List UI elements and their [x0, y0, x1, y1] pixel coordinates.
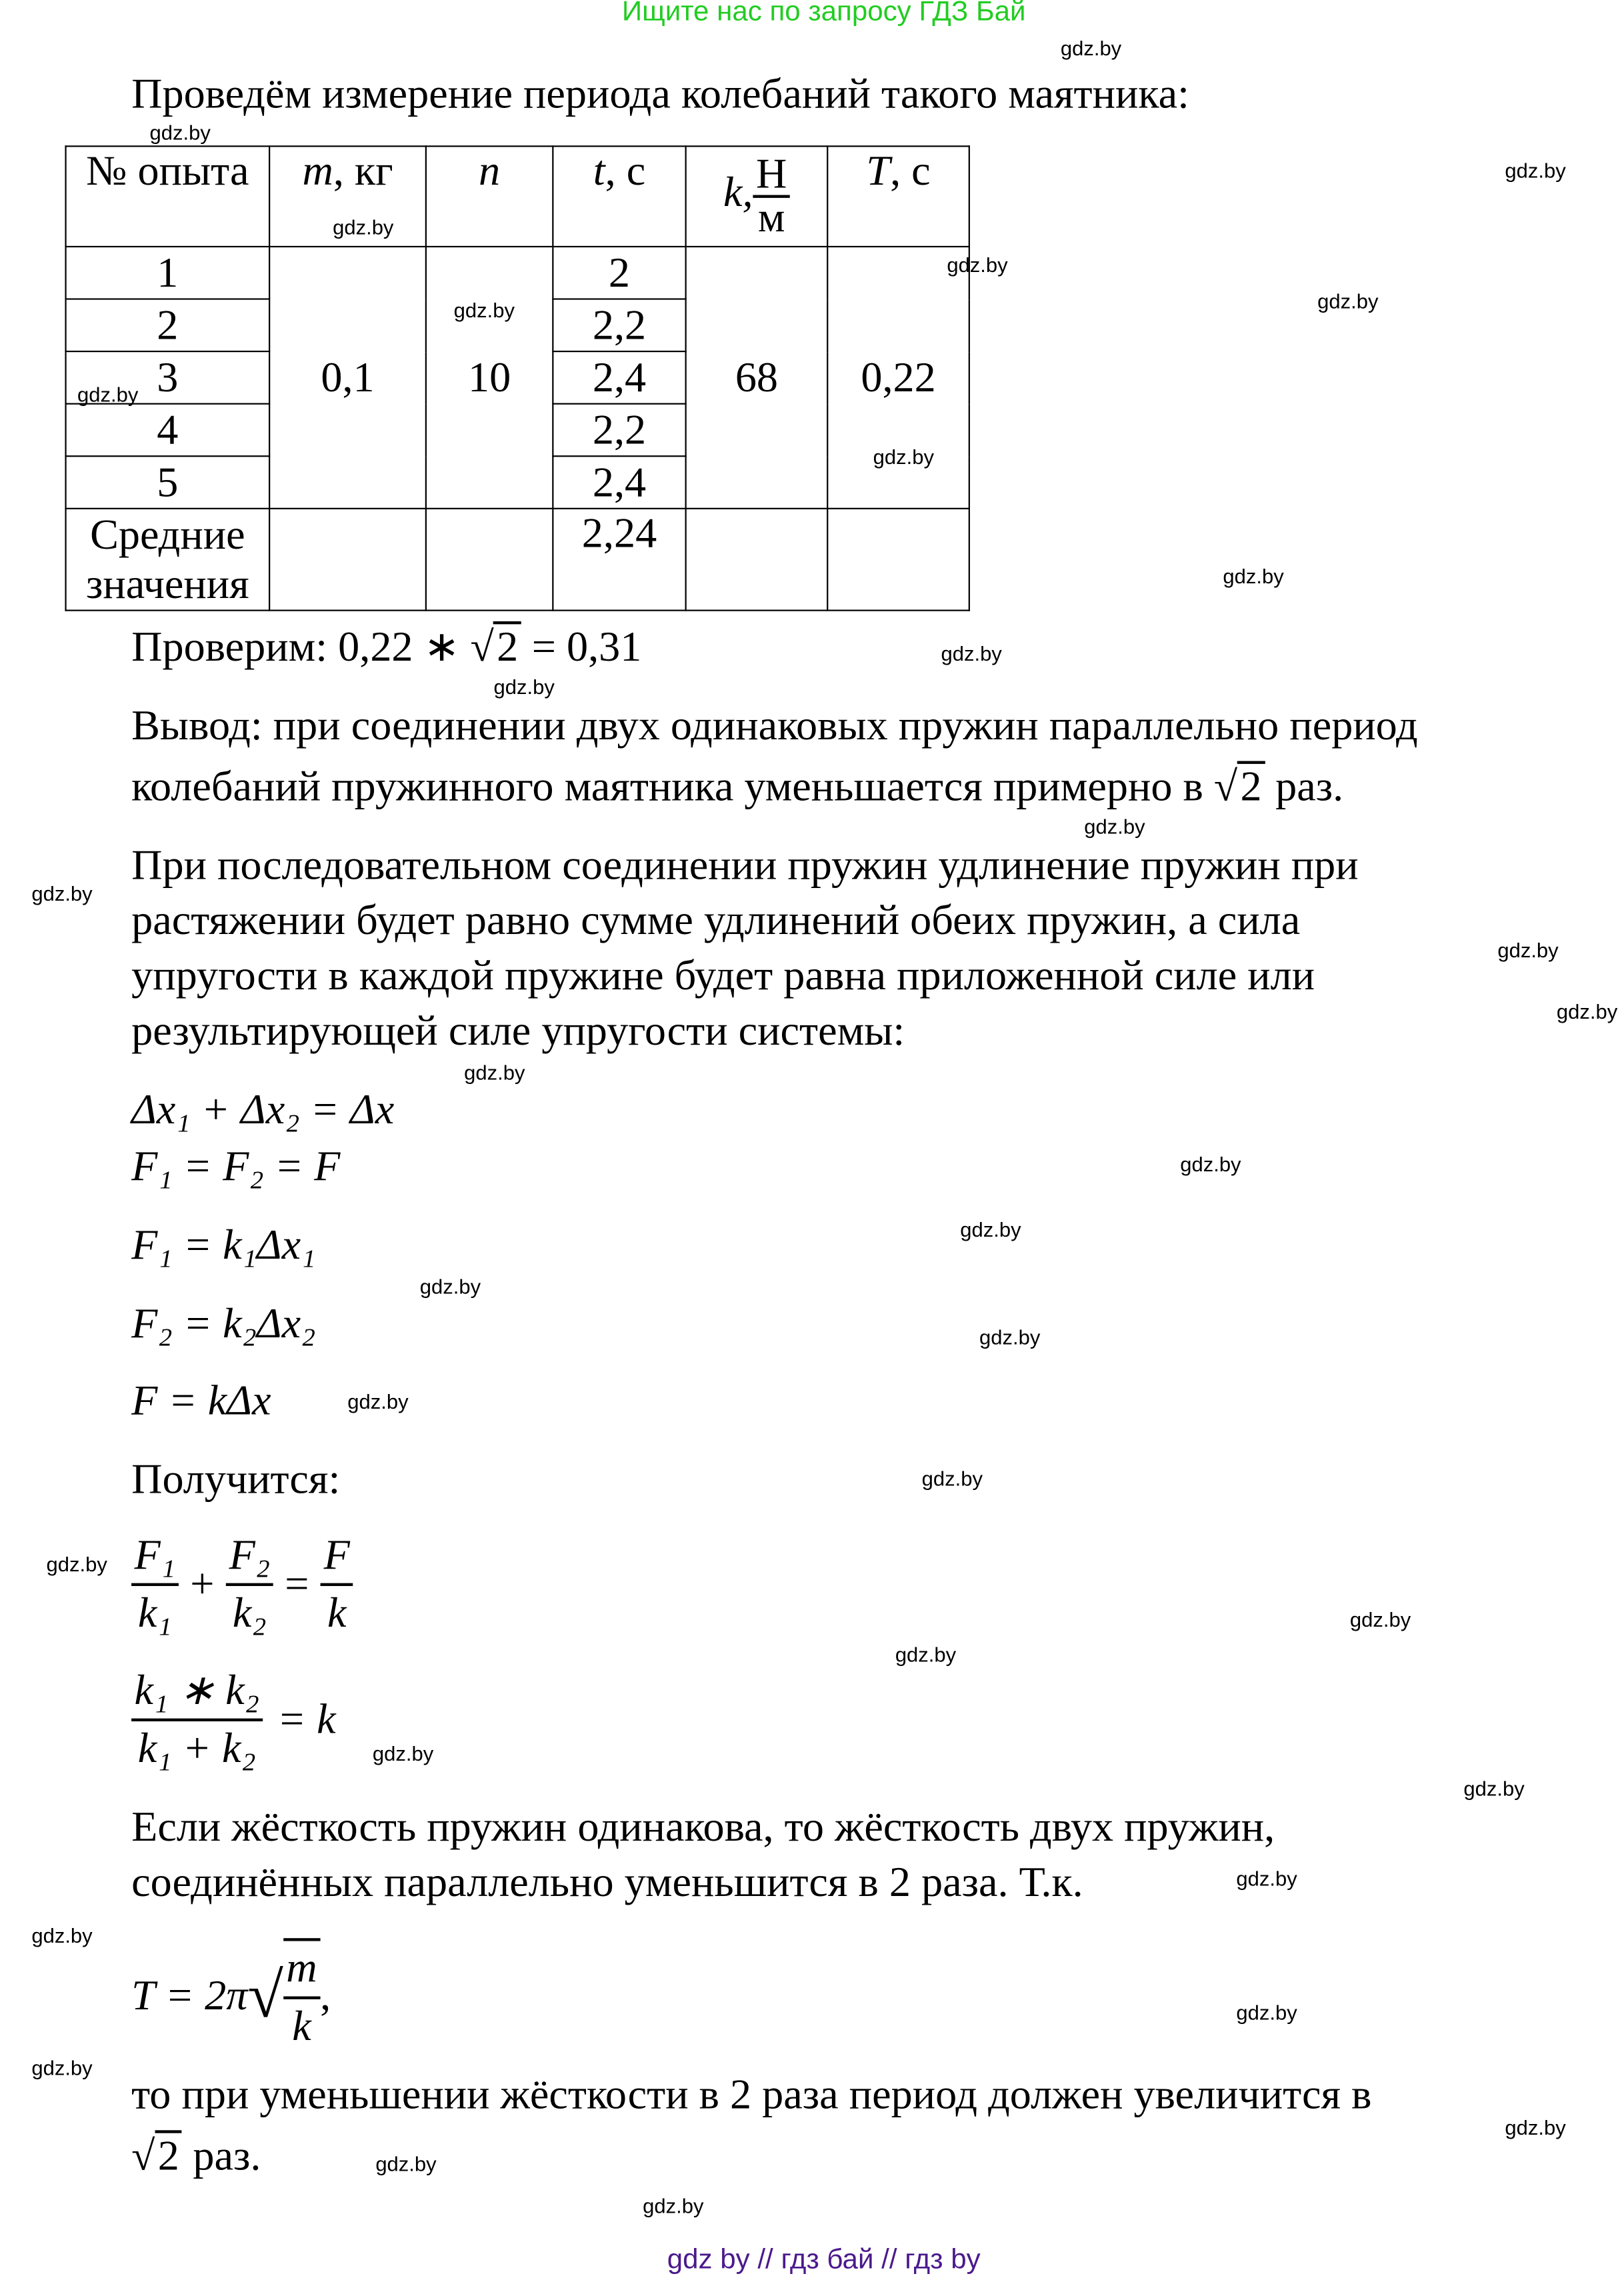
watermark: gdz.by	[941, 641, 1002, 665]
watermark: gdz.by	[453, 298, 515, 322]
average-label-1: Средние	[90, 511, 245, 559]
check-line	[131, 621, 641, 674]
intro-text: Проведём измерение периода колебаний такого маятника:	[131, 71, 1189, 118]
m-symbol: m	[302, 148, 333, 195]
T-unit: , с	[890, 148, 931, 195]
comma: ,	[320, 1973, 331, 2020]
stiffness-equation	[131, 1663, 336, 1777]
watermark: gdz.by	[1180, 1152, 1241, 1176]
avg-n	[426, 509, 553, 611]
watermark: gdz.by	[493, 675, 555, 699]
frac-den: k₁	[137, 1590, 172, 1637]
watermark: gdz.by	[464, 1061, 525, 1085]
trial-cell: 2	[66, 299, 270, 352]
frac-den: k	[327, 1590, 347, 1637]
footer-links[interactable]: gdz by // гдз бай // гдз by	[667, 2245, 981, 2276]
paragraph-line: При последовательном соединении пружин удлинение пружин при	[131, 842, 1359, 889]
k-symbol: k,	[723, 169, 753, 217]
frac-num: m	[283, 1941, 320, 1999]
conclusion-line-1: Вывод: при соединении двух одинаковых пружин параллельно период	[131, 703, 1418, 750]
watermark: gdz.by	[419, 1274, 481, 1298]
paragraph-line: результирующей силе упругости системы:	[131, 1008, 905, 1055]
watermark: gdz.by	[1236, 2001, 1297, 2024]
watermark: gdz.by	[895, 1643, 957, 1667]
watermark: gdz.by	[372, 1741, 434, 1765]
equation-rhs: = k	[277, 1696, 336, 1743]
header-k	[686, 146, 828, 247]
search-banner[interactable]: Ищите нас по запросу ГДЗ Бай	[621, 0, 1026, 28]
watermark: gdz.by	[873, 445, 934, 469]
final-end: раз.	[182, 2133, 261, 2180]
watermark: gdz.by	[31, 881, 93, 905]
header-trial: № опыта	[66, 146, 270, 247]
trial-cell: 3	[66, 351, 270, 404]
watermark: gdz.by	[1236, 1867, 1297, 1891]
measurement-table	[65, 145, 969, 611]
frac-num: F₁	[131, 1528, 178, 1586]
watermark: gdz.by	[643, 2194, 704, 2218]
n-symbol: n	[479, 148, 501, 195]
avg-time: 2,24	[553, 509, 685, 611]
result-label: Получится:	[131, 1456, 341, 1503]
period-value: 0,22	[827, 247, 969, 509]
watermark: gdz.by	[1556, 999, 1618, 1023]
watermark: gdz.by	[31, 2056, 93, 2079]
check-radicand: 2	[494, 621, 521, 671]
frac-num: F	[321, 1528, 353, 1586]
avg-period	[827, 509, 969, 611]
watermark: gdz.by	[1463, 1776, 1525, 1800]
frac-den: k₂	[232, 1590, 267, 1637]
check-result: = 0,31	[521, 624, 642, 671]
watermark: gdz.by	[979, 1325, 1041, 1349]
equation: F = kΔx	[131, 1377, 271, 1425]
conclusion-end: раз.	[1265, 763, 1344, 811]
frac-den: k	[292, 2003, 311, 2051]
watermark: gdz.by	[921, 1467, 983, 1490]
period-formula	[131, 1938, 331, 2055]
k-unit-num: Н	[753, 154, 790, 197]
T-symbol: T	[866, 148, 891, 195]
paragraph-line: растяжении будет равно сумме удлинений обеих пружин, а сила	[131, 897, 1301, 945]
watermark: gdz.by	[46, 1552, 107, 1576]
fraction-equation	[131, 1528, 353, 1641]
paragraph-line: Если жёсткость пружин одинакова, то жёсткость двух пружин,	[131, 1804, 1275, 1851]
header-n	[426, 146, 553, 247]
time-cell: 2,4	[553, 351, 685, 404]
sqrt-icon: √	[247, 1959, 283, 2031]
paragraph-line: упругости в каждой пружине будет равна приложенной силе или	[131, 953, 1315, 1000]
time-cell: 2,2	[553, 299, 685, 352]
trial-cell: 1	[66, 247, 270, 299]
watermark: gdz.by	[1084, 815, 1145, 839]
k-unit-den: м	[757, 195, 785, 242]
watermark: gdz.by	[1505, 158, 1566, 182]
frac-den: k₁ + k₂	[137, 1725, 256, 1773]
watermark: gdz.by	[1223, 564, 1284, 588]
avg-mass	[269, 509, 426, 611]
t-unit: , с	[605, 148, 646, 195]
plus-sign: +	[190, 1561, 215, 1608]
k-value: 68	[686, 247, 828, 509]
t-symbol: t	[593, 148, 605, 195]
final-line-2	[131, 2130, 261, 2183]
frac-num: k₁ ∗ k₂	[131, 1663, 262, 1721]
watermark: gdz.by	[31, 1923, 93, 1947]
equation: F₂ = k₂Δx₂	[131, 1301, 316, 1348]
conclusion-radicand: 2	[1237, 761, 1265, 810]
final-line-1: то при уменьшении жёсткости в 2 раза период должен увеличится в	[131, 2072, 1372, 2119]
average-label-2: значения	[85, 561, 249, 608]
average-label	[66, 509, 270, 611]
frac-num: F₂	[226, 1528, 273, 1586]
header-period	[827, 146, 969, 247]
watermark: gdz.by	[347, 1389, 409, 1413]
watermark: gdz.by	[1349, 1607, 1411, 1631]
trial-cell: 5	[66, 456, 270, 509]
sqrt-sign: √	[131, 2133, 155, 2180]
period-lhs: T = 2π	[131, 1973, 248, 2020]
watermark: gdz.by	[333, 215, 394, 239]
time-cell: 2,2	[553, 404, 685, 457]
equals-sign: =	[285, 1561, 309, 1608]
radicand: 2	[155, 2130, 182, 2179]
watermark: gdz.by	[1505, 2115, 1566, 2139]
watermark: gdz.by	[960, 1217, 1021, 1241]
header-time	[553, 146, 685, 247]
trial-cell: 4	[66, 404, 270, 457]
watermark: gdz.by	[1497, 938, 1559, 962]
check-label: Проверим: 0,22 ∗ √	[131, 624, 494, 671]
watermark: gdz.by	[77, 383, 139, 406]
watermark: gdz.by	[1317, 289, 1379, 313]
equation: Δx₁ + Δx₂ = Δx	[131, 1087, 395, 1134]
avg-k	[686, 509, 828, 611]
watermark: gdz.by	[149, 121, 211, 145]
equation: F₁ = F₂ = F	[131, 1143, 341, 1191]
mass-value: 0,1	[269, 247, 426, 509]
time-cell: 2	[553, 247, 685, 299]
watermark: gdz.by	[1060, 36, 1122, 60]
conclusion-line-2	[131, 761, 1343, 813]
paragraph-line: соединённых параллельно уменьшится в 2 раза. Т.к.	[131, 1859, 1083, 1907]
m-unit: , кг	[333, 148, 393, 195]
time-cell: 2,4	[553, 456, 685, 509]
n-value: 10	[426, 247, 553, 509]
equation: F₁ = k₁Δx₁	[131, 1222, 316, 1269]
watermark: gdz.by	[947, 253, 1008, 277]
conclusion-text: колебаний пружинного маятника уменьшается примерно в √	[131, 763, 1238, 811]
watermark: gdz.by	[375, 2152, 437, 2175]
